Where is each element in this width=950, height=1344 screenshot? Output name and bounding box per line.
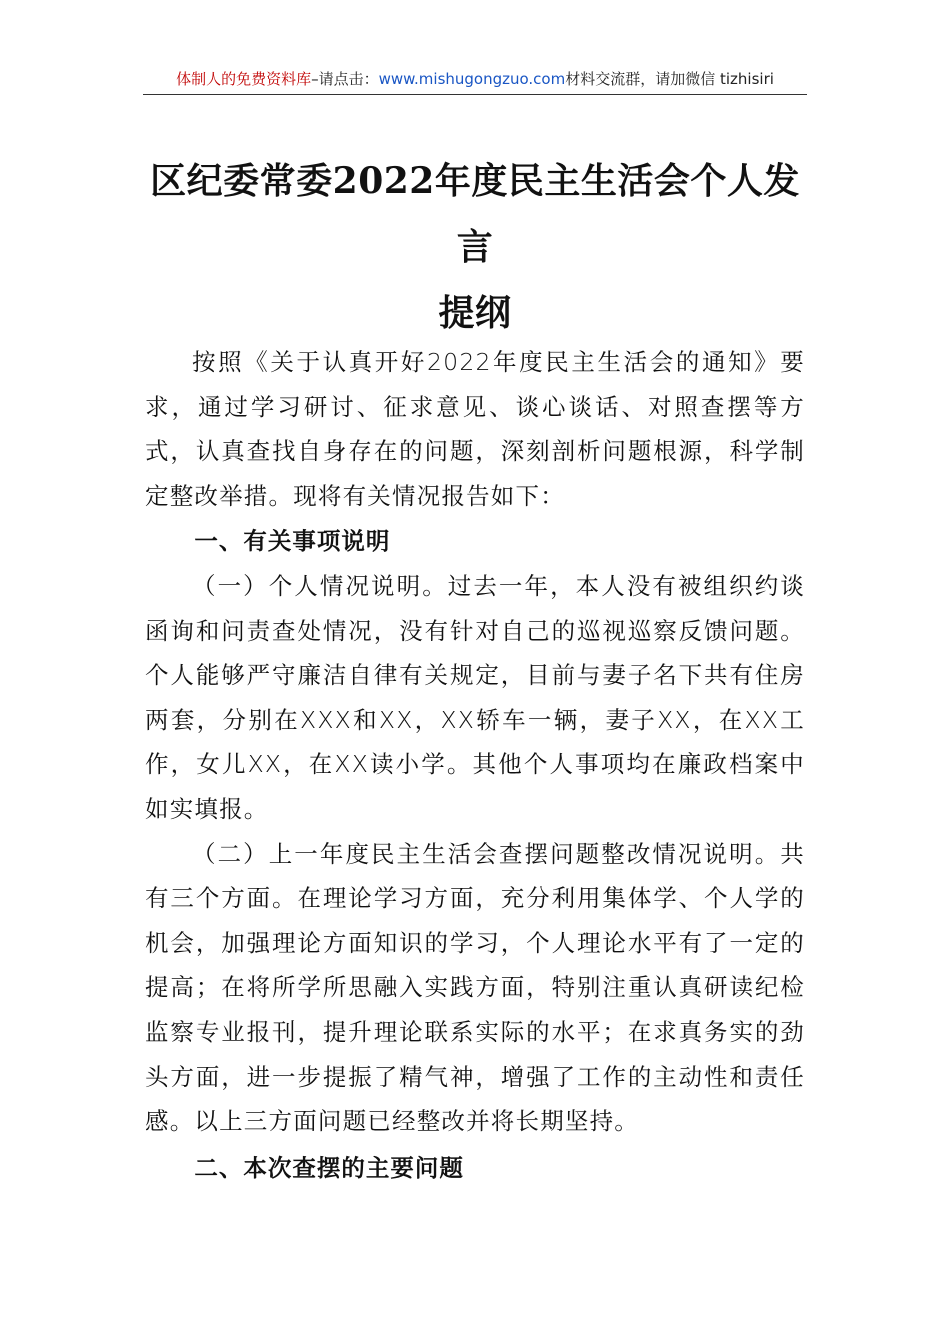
page-header (143, 66, 807, 95)
intro-paragraph: 按照《关于认真开好2022年度民主生活会的通知》要求，通过学习研讨、征求意见、谈心谈话、对照查摆等方式，认真查找自身存在的问题，深刻剖析问题根源，科学制定整改举措。现将有关情况报告如下： (145, 348, 805, 510)
section1-paragraph-2: （二）上一年度民主生活会查摆问题整改情况说明。共有三个方面。在理论学习方面，充分利用集体学、个人学的机会，加强理论方面知识的学习，个人理论水平有了一定的提高；在将所学所思融入实践方面，特别注重认真研读纪检监察专业报刊，提升理论联系实际的水平；在求真务实的劲头方面，进一步提振了精气神，增强了工作的主动性和责任感。以上三方面问题已经整改并将长期坚持。 (145, 839, 805, 1136)
section-heading-1: 一、有关事项说明 (194, 527, 391, 556)
header-separator: –请点击： (311, 70, 379, 88)
header-url-link[interactable]: www.mishugongzuo.com (378, 70, 566, 88)
title-line-1: 区纪委常委2022年度民主生活会个人发言 (150, 160, 800, 268)
header-brand: 体制人的免费资料库 (176, 70, 312, 88)
section-heading-2: 二、本次查摆的主要问题 (194, 1153, 464, 1182)
document-title (140, 148, 810, 346)
title-line-2: 提纲 (438, 292, 512, 334)
document-body (145, 340, 805, 1190)
header-suffix: 材料交流群，请加微信 tizhisiri (565, 70, 774, 88)
section1-paragraph-1: （一）个人情况说明。过去一年，本人没有被组织约谈函询和问责查处情况，没有针对自己的巡视巡察反馈问题。个人能够严守廉洁自律有关规定，目前与妻子名下共有住房两套，分别在XXX和XX，XX轿车一辆，妻子XX，在XX工作，女儿XX，在XX读小学。其他个人事项均在廉政档案中如实填报。 (145, 571, 805, 823)
